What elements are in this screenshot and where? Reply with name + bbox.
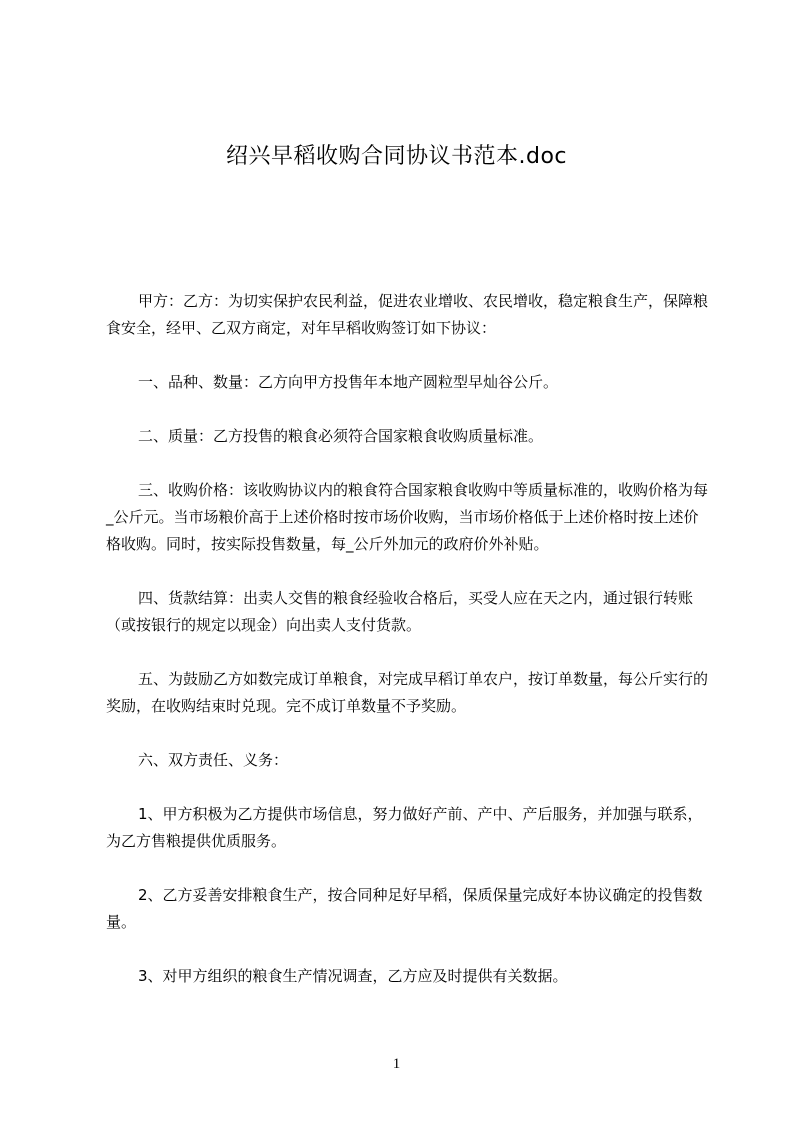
- document-title: 绍兴早稻收购合同协议书范本.doc: [225, 144, 567, 169]
- page-number: 1: [392, 1056, 401, 1072]
- paragraph-variety-quantity: 一、品种、数量：乙方向甲方投售年本地产圆粒型早灿谷公斤。: [138, 373, 559, 391]
- paragraph-purchase-price: 三、收购价格：该收购协议内的粮食符合国家粮食收购中等质量标准的，收购价格为每_公斤元。当市场粮价高于上述价格时按市场价收购，当市场价格低于上述价格时按上述价格收购。同时，按实际投售数量，每_公斤外加元的政府价外补贴。: [106, 481, 709, 553]
- paragraph-quality: 二、质量：乙方投售的粮食必须符合国家粮食收购质量标准。: [138, 427, 544, 445]
- paragraph-clause-2: 2、乙方妥善安排粮食生产，按合同种足好早稻，保质保量完成好本协议确定的投售数量。: [106, 886, 703, 931]
- paragraph-preamble: 甲方：乙方：为切实保护农民利益，促进农业增收、农民增收，稳定粮食生产，保障粮食安全，经甲、乙双方商定，对年早稻收购签订如下协议：: [106, 292, 709, 337]
- paragraph-payment-settlement: 四、货款结算：出卖人交售的粮食经验收合格后，买受人应在天之内，通过银行转账（或按银行的规定以现金）向出卖人支付货款。: [106, 589, 694, 634]
- paragraph-clause-1: 1、甲方积极为乙方提供市场信息，努力做好产前、产中、产后服务，并加强与联系，为乙方售粮提供优质服务。: [106, 805, 703, 850]
- document-body: [106, 288, 712, 1017]
- paragraph-clause-3: 3、对甲方组织的粮食生产情况调查，乙方应及时提供有关数据。: [138, 967, 568, 985]
- paragraph-responsibilities-heading: 六、双方责任、义务：: [138, 751, 289, 769]
- paragraph-incentive: 五、为鼓励乙方如数完成订单粮食，对完成早稻订单农户，按订单数量，每公斤实行的奖励，在收购结束时兑现。完不成订单数量不予奖励。: [106, 670, 709, 715]
